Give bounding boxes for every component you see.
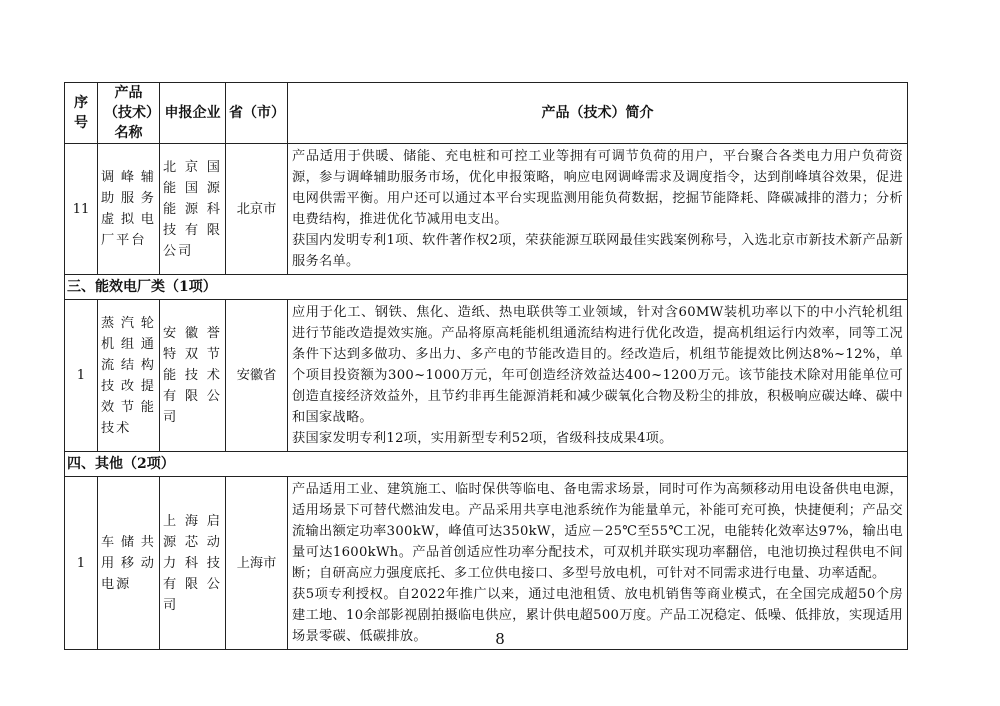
row-province: 上海市 xyxy=(226,477,288,650)
intro-paragraph: 获5项专利授权。自2022年推广以来，通过电池租赁、放电机销售等商业模式，在全国完成超50个房建工地、10余部影视剧拍摄临电供应，累计供电超500万度。产品工况稳定、低噪、低排放，实现适用场景零碳、低碳排放。 xyxy=(292,587,903,644)
section-header xyxy=(65,452,908,477)
row-index: 1 xyxy=(65,477,98,650)
row-intro xyxy=(288,300,908,452)
section-header xyxy=(65,275,908,300)
header-index: 序号 xyxy=(65,83,98,144)
section-title: 四、其他（2项） xyxy=(65,452,908,477)
intro-paragraph: 产品适用于供暖、储能、充电桩和可控工业等拥有可调节负荷的用户，平台聚合各类电力用户负荷资源，参与调峰辅助服务市场，优化申报策略，响应电网调峰需求及调度指令，达到削峰填谷效果，促进电网供需平衡。用户还可以通过本平台实现监测用能负荷数据，挖掘节能降耗、降碳减排的潜力；分析电费结构，推进优化节减用电支出。 xyxy=(292,149,903,227)
header-company: 申报企业 xyxy=(160,83,226,144)
row-company: 北京国能国源能源科技有限公司 xyxy=(160,144,226,275)
row-company: 上海启源芯动力科技有限公司 xyxy=(160,477,226,650)
intro-paragraph: 获国家发明专利12项，实用新型专利52项，省级科技成果4项。 xyxy=(292,431,673,446)
row-index: 11 xyxy=(65,144,98,275)
products-table xyxy=(64,82,908,650)
row-province: 北京市 xyxy=(226,144,288,275)
row-intro xyxy=(288,477,908,650)
section-title: 三、能效电厂类（1项） xyxy=(65,275,908,300)
table-row xyxy=(65,300,908,452)
header-intro: 产品（技术）简介 xyxy=(288,83,908,144)
row-province: 安徽省 xyxy=(226,300,288,452)
row-product: 蒸汽轮机组通流结构技改提效节能技术 xyxy=(98,300,160,452)
row-index: 1 xyxy=(65,300,98,452)
row-company: 安徽誉特双节能技术有限公司 xyxy=(160,300,226,452)
intro-paragraph: 获国内发明专利1项、软件著作权2项，荣获能源互联网最佳实践案例称号，入选北京市新技术新产品新服务名单。 xyxy=(292,233,903,269)
intro-paragraph: 产品适用工业、建筑施工、临时保供等临电、备电需求场景，同时可作为高频移动用电设备供电电源，适用场景下可替代燃油发电。产品采用共享电池系统作为能量单元，补能可充可换，快捷便利；产品交流输出额定功率300kW，峰值可达350kW，适应－25℃至55℃工况，电能转化效率达97%，输出电量可达1600kWh。产品首创适应性功率分配技术，可双机并联实现功率翻倍，电池切换过程供电不间断；自研高应力强度底托、多工位供电接口、多型号放电机，可针对不同需求进行电量、功率适配。 xyxy=(292,482,903,581)
table-row xyxy=(65,477,908,650)
row-intro xyxy=(288,144,908,275)
row-product: 车储共用移动电源 xyxy=(98,477,160,650)
row-product: 调峰辅助服务虚拟电厂平台 xyxy=(98,144,160,275)
header-product: 产品（技术）名称 xyxy=(98,83,160,144)
header-province: 省（市） xyxy=(226,83,288,144)
page-number: 8 xyxy=(495,630,505,648)
table-header-row xyxy=(65,83,908,144)
intro-paragraph: 应用于化工、钢铁、焦化、造纸、热电联供等工业领域，针对含60MW装机功率以下的中小汽轮机组进行节能改造提效实施。产品将原高耗能机组通流结构进行优化改造，提高机组运行内效率，同等工况条件下达到多做功、多出力、多产电的节能改造目的。经改造后，机组节能提效比例达8%~12%，单个项目投资额为300~1000万元，年可创造经济效益达400~1200万元。该节能技术除对用能单位可创造直接经济效益外，且节约非再生能源消耗和减少碳氧化合物及粉尘的排放，积极响应碳达峰、碳中和国家战略。 xyxy=(292,305,903,425)
table-row xyxy=(65,144,908,275)
